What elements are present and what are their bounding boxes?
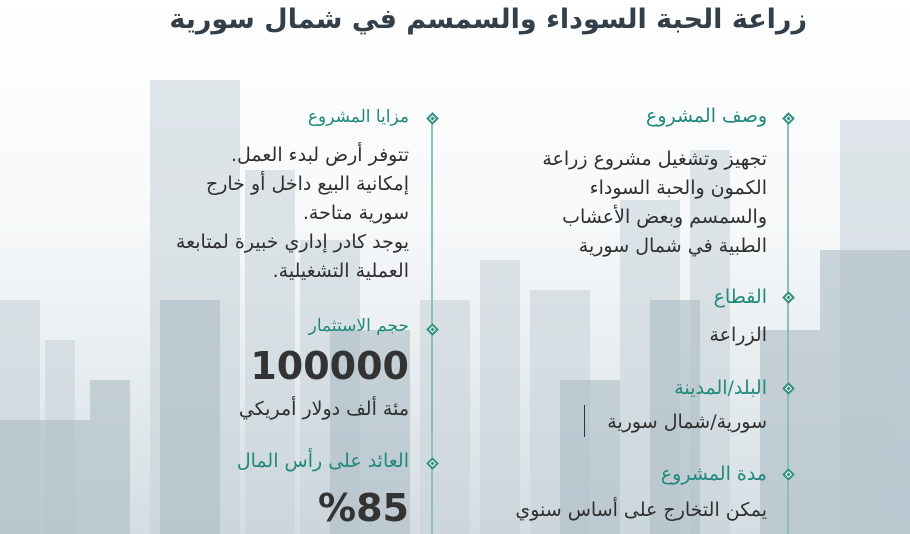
diamond-bullet-icon (425, 111, 439, 125)
advantages-line: تتوفر أرض لبدء العمل. (230, 144, 409, 166)
investment-heading: حجم الاستثمار (308, 316, 409, 336)
diamond-bullet-icon (425, 456, 439, 470)
description-line: تجهيز وتشغيل مشروع زراعة (542, 148, 767, 170)
duration-heading: مدة المشروع (660, 463, 767, 485)
duration-value: يمكن التخارج على أساس سنوي (515, 499, 767, 521)
advantages-line: إمكانية البيع داخل أو خارج (205, 173, 409, 195)
description-line: الطبية في شمال سورية (578, 235, 767, 257)
description-text (505, 145, 767, 261)
advantages-heading: مزايا المشروع (307, 107, 409, 127)
location-heading: البلد/المدينة (674, 377, 767, 399)
description-heading: وصف المشروع (645, 105, 767, 127)
investment-caption: مئة ألف دولار أمريكي (238, 398, 409, 420)
diamond-bullet-icon (425, 322, 439, 336)
description-line: الكمون والحبة السوداء (589, 177, 767, 199)
roi-value: %85 (318, 486, 409, 530)
advantages-line: يوجد كادر إداري خبيرة لمتابعة (175, 231, 409, 253)
location-value: سورية/شمال سورية (607, 411, 767, 433)
diamond-bullet-icon (781, 290, 795, 304)
text-cursor (584, 405, 585, 437)
description-line: والسمسم وبعض الأعشاب (562, 206, 767, 228)
advantages-line: سورية متاحة. (302, 202, 409, 224)
advantages-text (109, 141, 409, 286)
sector-heading: القطاع (713, 286, 767, 308)
diamond-bullet-icon (781, 381, 795, 395)
page-title: زراعة الحبة السوداء والسمسم في شمال سورية (169, 4, 807, 35)
sector-value: الزراعة (709, 324, 767, 346)
advantages-line: العملية التشغيلية. (272, 260, 409, 282)
investment-amount: 100000 (250, 344, 409, 388)
roi-heading: العائد على رأس المال (236, 450, 409, 472)
diamond-bullet-icon (781, 111, 795, 125)
diamond-bullet-icon (781, 467, 795, 481)
